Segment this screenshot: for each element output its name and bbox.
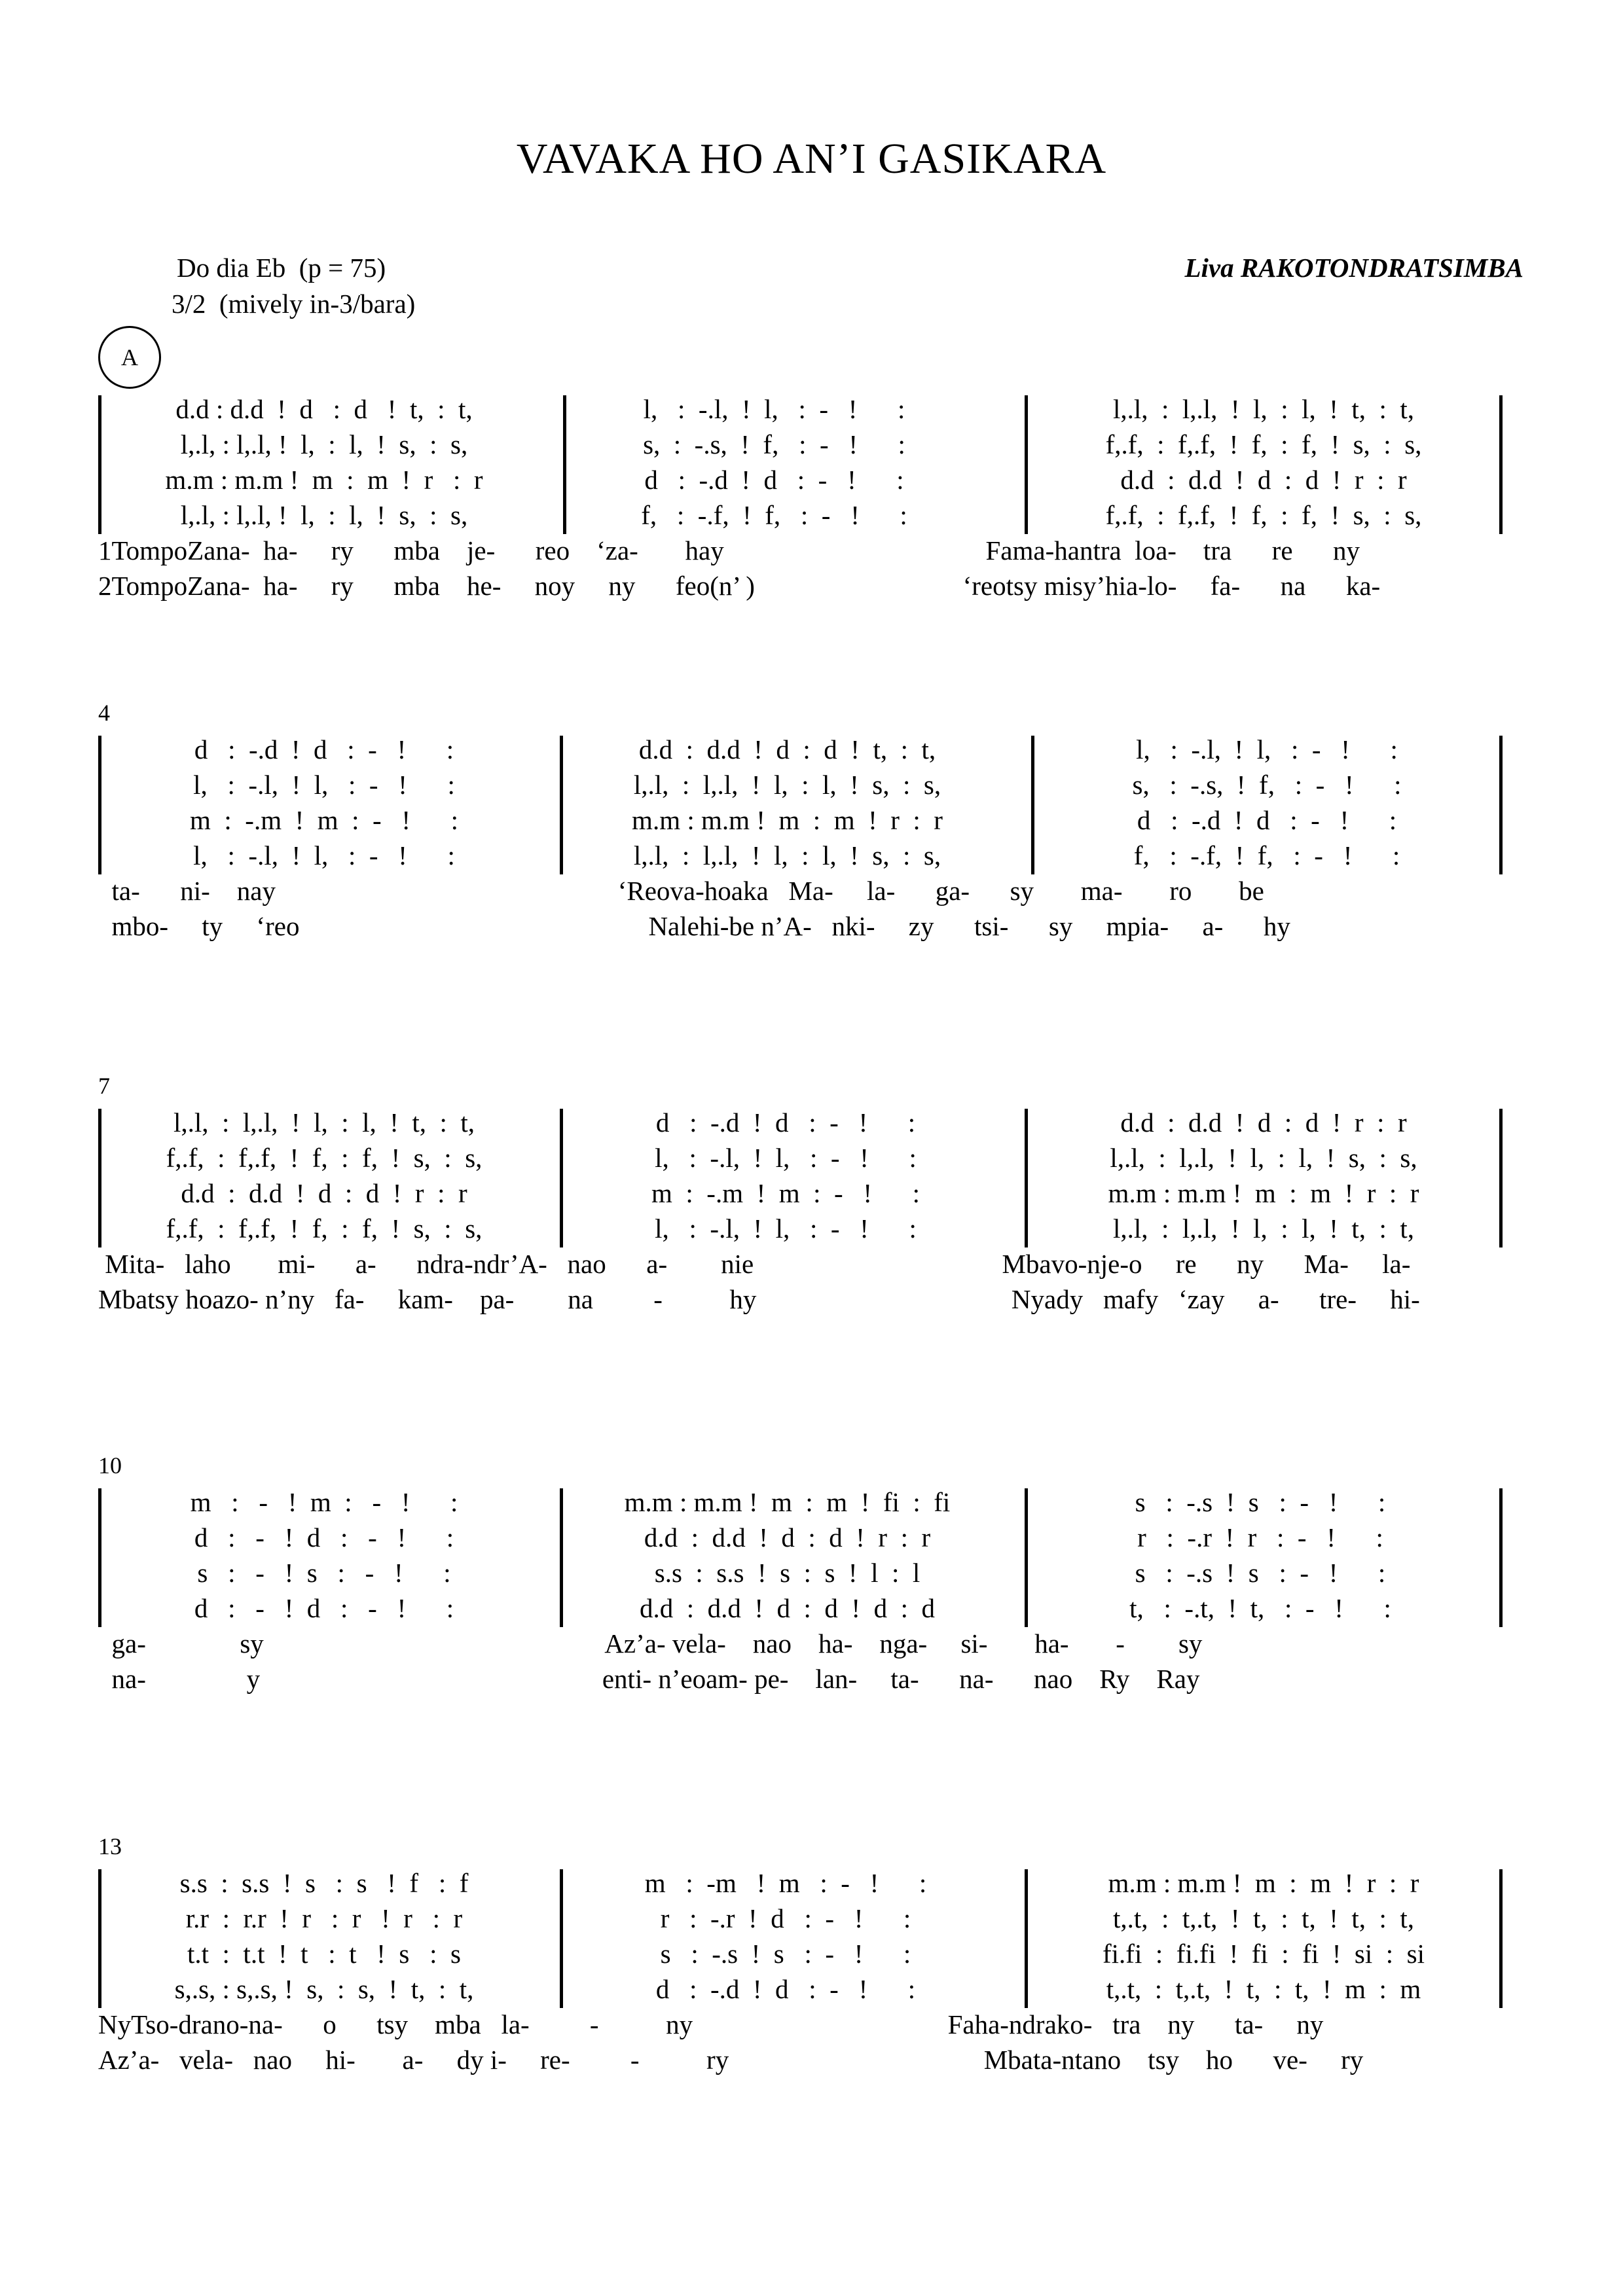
lyric-line: ga- sy Az’a- vela- nao ha- nga- si- ha- - sy <box>98 1628 1203 1659</box>
voice-line: m : -.m ! m : - ! : <box>190 805 458 835</box>
voice-line: l, : -.l, ! l, : - ! : <box>655 1213 917 1244</box>
voice-line: d.d : d.d ! d : d ! t, : t, <box>175 394 473 424</box>
voice-line: t.t : t.t ! t : t ! s : s <box>187 1939 461 1969</box>
voice-line: s, : -.s, ! f, : - ! : <box>643 429 905 459</box>
voice-line: l, : -.l, ! l, : - ! : <box>193 840 455 870</box>
voice-line: l,.l, : l,.l, ! l, : l, ! s, : s, <box>633 770 941 800</box>
voice-line: s, : -.s, ! f, : - ! : <box>1132 770 1402 800</box>
measure-number: 7 <box>98 1073 110 1099</box>
barline <box>1025 1109 1028 1247</box>
lyric-line: NyTso-drano-na- o tsy mba la- - ny Faha-ndrako- tra ny ta- ny <box>98 2009 1324 2039</box>
lyric-line: ta- ni- nay ‘Reova-hoaka Ma- la- ga- sy ma- ro be <box>98 876 1264 906</box>
time-signature: 3/2 (mively in-3/bara) <box>172 289 416 319</box>
voice-line: d.d : d.d ! d : d ! r : r <box>181 1178 467 1208</box>
voice-line: d : -.d ! d : - ! : <box>655 1107 916 1138</box>
voice-line: f,.f, : f,.f, ! f, : f, ! s, : s, <box>166 1213 483 1244</box>
voice-line: l, : -.l, ! l, : - ! : <box>193 770 455 800</box>
voice-line: s.s : s.s ! s : s ! l : l <box>654 1558 921 1588</box>
voice-line: d.d : d.d ! d : d ! t, : t, <box>638 734 936 764</box>
voice-line: m.m : m.m ! m : m ! r : r <box>165 465 483 495</box>
voice-line: s : -.s ! s : - ! : <box>660 1939 911 1969</box>
voice-line: f, : -.f, ! f, : - ! : <box>641 500 907 530</box>
barline <box>1499 1109 1503 1247</box>
voice-line: l,.l, : l,.l, ! l, : l, ! t, : t, <box>1112 1213 1415 1244</box>
voice-line: d : -.d ! d : - ! : <box>644 465 904 495</box>
voice-line: d : -.d ! d : - ! : <box>1137 805 1397 835</box>
voice-line: s : -.s ! s : - ! : <box>1135 1487 1386 1517</box>
voice-line: l, : -.l, ! l, : - ! : <box>1136 734 1398 764</box>
barline <box>1025 395 1028 534</box>
lyric-line: Mbatsy hoazo- n’ny fa- kam- pa- na - hy Nyady mafy ‘zay a- tre- hi- <box>98 1284 1420 1314</box>
lyric-line: 2TompoZana- ha- ry mba he- noy ny feo(n’ ) ‘reotsy misy’hia-lo- fa- na ka- <box>98 571 1381 601</box>
barline <box>1499 736 1503 874</box>
voice-line: m : -.m ! m : - ! : <box>651 1178 920 1208</box>
voice-line: m.m : m.m ! m : m ! r : r <box>1108 1178 1419 1208</box>
composer-name: Liva RAKOTONDRATSIMBA <box>1184 253 1523 283</box>
voice-line: d.d : d.d ! d : d ! r : r <box>1120 465 1407 495</box>
voice-line: s : -.s ! s : - ! : <box>1135 1558 1386 1588</box>
voice-line: l,.l, : l,.l, ! l, : l, ! t, : t, <box>1112 394 1415 424</box>
voice-line: s,.s, : s,.s, ! s, : s, ! t, : t, <box>174 1974 474 2004</box>
voice-line: fi.fi : fi.fi ! fi : fi ! si : si <box>1103 1939 1425 1969</box>
voice-line: m.m : m.m ! m : m ! fi : fi <box>624 1487 951 1517</box>
voice-line: s.s : s.s ! s : s ! f : f <box>179 1868 469 1898</box>
key-signature: Do dia Eb (p = 75) <box>177 253 386 283</box>
voice-line: s : - ! s : - ! : <box>197 1558 451 1588</box>
voice-line: r : -.r ! r : - ! : <box>1137 1522 1383 1552</box>
rehearsal-mark: A <box>98 326 161 389</box>
voice-line: l,.l, : l,.l, ! l, : l, ! t, : t, <box>173 1107 475 1138</box>
voice-line: m.m : m.m ! m : m ! r : r <box>632 805 943 835</box>
lyric-line: na- y enti- n’eoam- pe- lan- ta- na- nao Ry Ray <box>98 1664 1200 1694</box>
voice-line: m.m : m.m ! m : m ! r : r <box>1108 1868 1419 1898</box>
barline <box>1499 1488 1503 1627</box>
voice-line: l,.l, : l,.l, ! l, : l, ! s, : s, <box>1110 1143 1417 1173</box>
barline <box>1025 1869 1028 2008</box>
measure-number: 13 <box>98 1833 122 1859</box>
barline <box>1499 1869 1503 2008</box>
barline <box>1031 736 1034 874</box>
barline <box>563 395 566 534</box>
voice-line: d : -.d ! d : - ! : <box>655 1974 916 2004</box>
voice-line: d : - ! d : - ! : <box>194 1593 454 1623</box>
voice-line: d : - ! d : - ! : <box>194 1522 454 1552</box>
voice-line: l,.l, : l,.l, ! l, : l, ! s, : s, <box>180 429 468 459</box>
voice-line: d : -.d ! d : - ! : <box>194 734 454 764</box>
voice-line: f,.f, : f,.f, ! f, : f, ! s, : s, <box>1105 429 1422 459</box>
voice-line: d.d : d.d ! d : d ! r : r <box>1120 1107 1407 1138</box>
voice-line: t, : -.t, ! t, : - ! : <box>1129 1593 1391 1623</box>
barline <box>1025 1488 1028 1627</box>
measure-number: 4 <box>98 700 110 726</box>
voice-line: m : - ! m : - ! : <box>190 1487 458 1517</box>
voice-line: r.r : r.r ! r : r ! r : r <box>185 1903 463 1933</box>
voice-line: l, : -.l, ! l, : - ! : <box>643 394 905 424</box>
voice-line: l, : -.l, ! l, : - ! : <box>655 1143 917 1173</box>
voice-line: t,.t, : t,.t, ! t, : t, ! m : m <box>1106 1974 1421 2004</box>
voice-line: f,.f, : f,.f, ! f, : f, ! s, : s, <box>166 1143 483 1173</box>
voice-line: l,.l, : l,.l, ! l, : l, ! s, : s, <box>633 840 941 870</box>
lyric-line: Mita- laho mi- a- ndra-ndr’A- nao a- nie Mbavo-nje-o re ny Ma- la- <box>98 1249 1411 1279</box>
voice-line: d.d : d.d ! d : d ! r : r <box>644 1522 931 1552</box>
lyric-line: mbo- ty ‘reo Nalehi-be n’A- nki- zy tsi- sy mpia- a- hy <box>98 911 1290 941</box>
lyric-line: Az’a- vela- nao hi- a- dy i- re- - ry Mbata-ntano tsy ho ve- ry <box>98 2045 1364 2075</box>
voice-line: l,.l, : l,.l, ! l, : l, ! s, : s, <box>180 500 468 530</box>
lyric-line: 1TompoZana- ha- ry mba je- reo ‘za- hay Fama-hantra loa- tra re ny <box>98 535 1360 565</box>
voice-line: f, : -.f, ! f, : - ! : <box>1133 840 1400 870</box>
voice-line: d.d : d.d ! d : d ! d : d <box>640 1593 935 1623</box>
voice-line: t,.t, : t,.t, ! t, : t, ! t, : t, <box>1112 1903 1415 1933</box>
measure-number: 10 <box>98 1452 122 1479</box>
voice-line: f,.f, : f,.f, ! f, : f, ! s, : s, <box>1105 500 1422 530</box>
voice-line: m : -m ! m : - ! : <box>644 1868 927 1898</box>
song-title: VAVAKA HO AN’I GASIKARA <box>516 135 1107 183</box>
barline <box>1499 395 1503 534</box>
voice-line: r : -.r ! d : - ! : <box>660 1903 911 1933</box>
